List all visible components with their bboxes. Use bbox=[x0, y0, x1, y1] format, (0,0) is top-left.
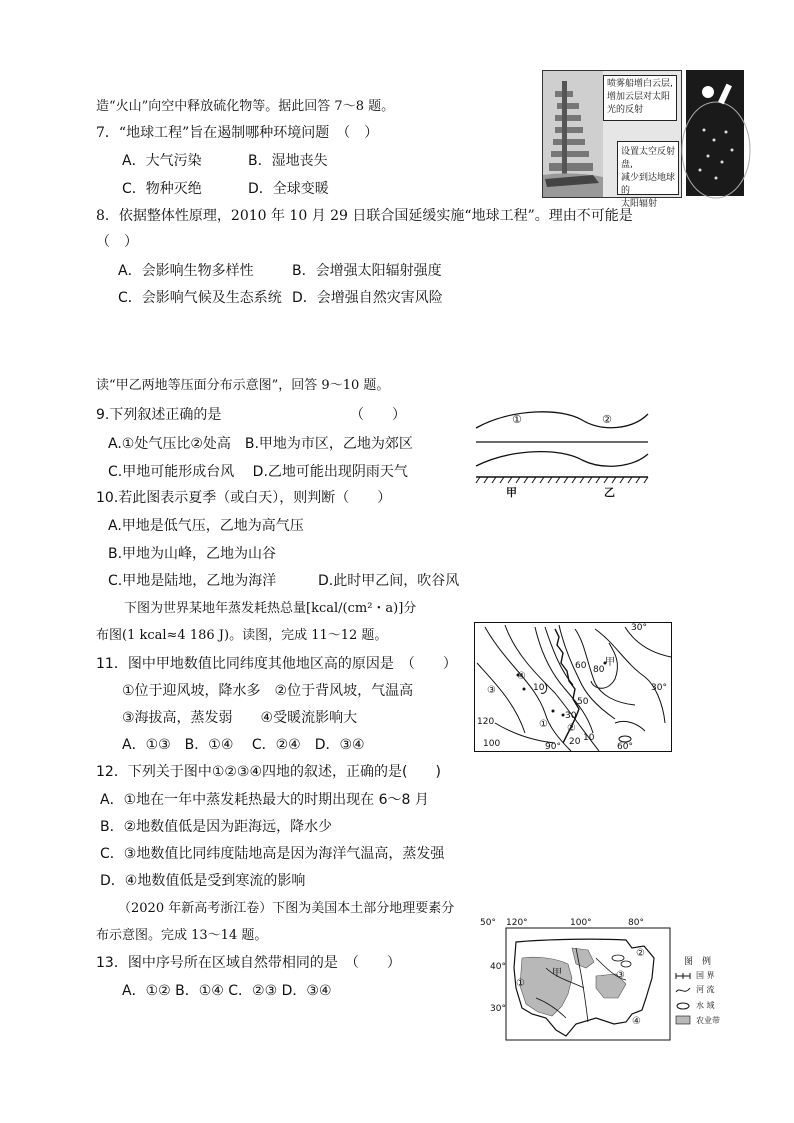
evap-label-lon90: 90° bbox=[545, 742, 561, 752]
q10-option-b: B.甲地为山峰，乙地为山谷 bbox=[108, 546, 277, 562]
q12-option-b: B．②地数值低是因为距海远，降水少 bbox=[100, 819, 333, 835]
geoengineering-photo-left bbox=[542, 70, 682, 209]
isobar-point-1: ① bbox=[512, 413, 522, 426]
us-side-label-40: 40° bbox=[490, 962, 506, 972]
q13-choices: A．①② B．①④ C．②③ D．③④ bbox=[122, 983, 332, 999]
us-point-3: ③ bbox=[616, 970, 625, 981]
us-side-label-30: 30° bbox=[490, 1004, 506, 1014]
evap-label-point4: ④ bbox=[517, 671, 526, 682]
evap-label-100: 100 bbox=[483, 739, 501, 749]
us-legend-border: 国 界 bbox=[696, 971, 715, 980]
q12-option-d: D．④地数值低是受到寒流的影响 bbox=[100, 873, 306, 889]
us-geography-map bbox=[476, 918, 746, 1044]
q9-stem: 9.下列叙述正确的是 bbox=[96, 407, 222, 423]
evap-label-20: 20 bbox=[569, 737, 581, 747]
q11-choices: A．①③ B．①④ C．②④ D．③④ bbox=[122, 737, 365, 753]
evap-label-point1: ① bbox=[539, 719, 548, 730]
q11-options-34: ③海拔高，蒸发弱 ④受暖流影响大 bbox=[122, 710, 358, 726]
q11-stem: 11．图中甲地数值比同纬度其他地区高的原因是 （ ） bbox=[96, 656, 457, 672]
isobar-figure bbox=[472, 404, 652, 500]
q7-option-b: B．湿地丧失 bbox=[248, 153, 328, 169]
q8-paren: （ ） bbox=[96, 234, 138, 250]
evap-label-point3: ③ bbox=[487, 685, 496, 696]
us-legend-water: 水 域 bbox=[696, 1001, 715, 1010]
q10-option-a: A.甲地是低气压，乙地为高气压 bbox=[108, 518, 304, 534]
evap-label-10b: 10 bbox=[583, 733, 595, 743]
q7-option-c: C．物种灭绝 bbox=[122, 181, 202, 197]
q10-option-c: C.甲地是陆地，乙地为海洋 bbox=[108, 573, 277, 589]
intro-9-10: 读“甲乙两地等压面分布示意图”，回答 9～10 题。 bbox=[96, 378, 390, 393]
evap-label-120: 120 bbox=[477, 717, 495, 727]
isobar-label-jia: 甲 bbox=[506, 486, 517, 499]
evap-label-lon60: 60° bbox=[617, 742, 633, 752]
spray-ship-caption: 喷雾船增白云层, 增加云层对太阳 光的反射 bbox=[603, 75, 677, 121]
q9-paren: （ ） bbox=[350, 407, 406, 423]
intro-13-14-line2: 布示意图。完成 13～14 题。 bbox=[96, 928, 268, 943]
evap-label-point2: ② bbox=[567, 723, 576, 734]
evap-label-10a: 10 bbox=[533, 683, 545, 693]
us-top-label-50: 50° bbox=[480, 918, 496, 928]
q10-option-d: D.此时甲乙间，吹谷风 bbox=[318, 573, 460, 589]
geoengineering-photo-right bbox=[686, 70, 744, 196]
q7-stem: 7．“地球工程”旨在遏制哪种环境问题 （ ） bbox=[96, 125, 379, 141]
intro-11-12-line2: 布图(1 kcal≈4 186 J)。读图，完成 11～12 题。 bbox=[96, 628, 388, 643]
isobar-label-yi: 乙 bbox=[604, 486, 615, 499]
us-top-label-80: 80° bbox=[628, 918, 644, 928]
us-legend-river: 河 流 bbox=[696, 985, 715, 994]
q10-stem: 10.若此图表示夏季（或白天），则判断（ ） bbox=[96, 490, 392, 506]
q8-stem: 8．依据整体性原理，2010 年 10 月 29 日联合国延缓实施“地球工程”。理由不可能是 bbox=[96, 208, 633, 224]
space-mirror-caption: 设置太空反射盘, 减少到达地球的 太阳辐射 bbox=[617, 141, 679, 195]
intro-11-12-line1: 下图为世界某地年蒸发耗热总量[kcal/(cm²・a)]分 bbox=[124, 601, 417, 616]
us-point-2: ② bbox=[636, 948, 645, 959]
us-point-4: ④ bbox=[632, 1016, 641, 1027]
us-top-label-100: 100° bbox=[570, 918, 592, 928]
us-legend-agri: 农业带 bbox=[696, 1016, 720, 1025]
q11-options-12: ①位于迎风坡，降水多 ②位于背风坡，气温高 bbox=[122, 683, 414, 699]
q8-option-b: B．会增强太阳辐射强度 bbox=[292, 263, 442, 279]
evap-label-30: 30 bbox=[565, 711, 577, 721]
evap-label-60: 60 bbox=[575, 661, 587, 671]
q8-option-c: C．会影响气候及生态系统 bbox=[118, 290, 282, 306]
q13-stem: 13．图中序号所在区域自然带相同的是 （ ） bbox=[96, 955, 401, 971]
q9-options-ab: A.①处气压比②处高 B.甲地为市区，乙地为郊区 bbox=[108, 436, 413, 452]
q12-option-a: A．①地在一年中蒸发耗热最大的时期出现在 6～8 月 bbox=[100, 792, 429, 808]
evap-label-80: 80 bbox=[593, 665, 605, 675]
us-top-label-120: 120° bbox=[506, 918, 528, 928]
evap-label-jia: 甲 bbox=[605, 657, 615, 668]
evap-label-lat30-top: 30° bbox=[631, 623, 647, 633]
q9-options-cd: C.甲地可能形成台风 D.乙地可能出现阴雨天气 bbox=[108, 464, 408, 480]
q7-option-d: D．全球变暖 bbox=[248, 181, 329, 197]
evaporation-map bbox=[474, 622, 672, 752]
q12-option-c: C．③地数值比同纬度陆地高是因为海洋气温高，蒸发强 bbox=[100, 846, 445, 862]
us-point-1: ① bbox=[516, 978, 525, 989]
intro-13-14-line1: （2020 年新高考浙江卷）下图为美国本土部分地理要素分 bbox=[118, 901, 455, 916]
q8-option-a: A．会影响生物多样性 bbox=[118, 263, 254, 279]
us-label-jia: 甲 bbox=[552, 968, 562, 979]
us-legend-title: 图 例 bbox=[684, 957, 712, 967]
evap-label-lat30-right: 30° bbox=[651, 683, 667, 693]
isobar-point-2: ② bbox=[602, 413, 612, 426]
q12-stem: 12．下列关于图中①②③④四地的叙述，正确的是( ) bbox=[96, 764, 441, 780]
q8-option-d: D．会增强自然灾害风险 bbox=[292, 290, 443, 306]
intro-7-8: 造“火山”向空中释放硫化物等。据此回答 7～8 题。 bbox=[96, 99, 395, 114]
evap-label-50: 50 bbox=[577, 697, 589, 707]
q7-option-a: A．大气污染 bbox=[122, 153, 202, 169]
